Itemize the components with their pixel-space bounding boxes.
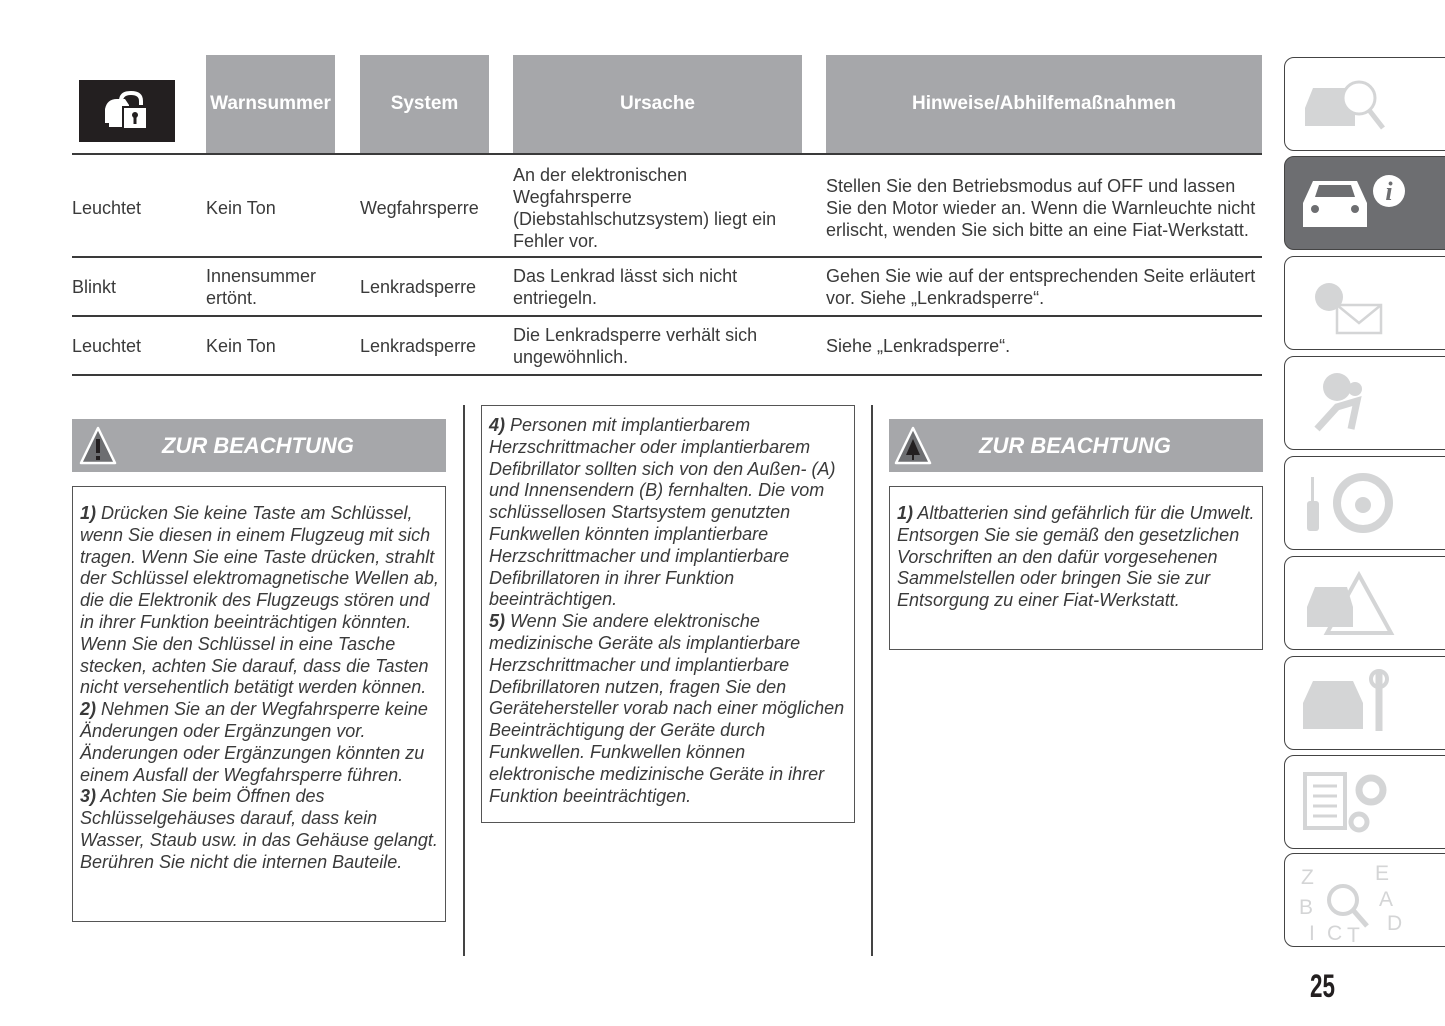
- row1-status: Leuchtet: [72, 198, 142, 218]
- warning-triangle-icon: [78, 425, 118, 467]
- tab-car-knowledge[interactable]: [1284, 57, 1445, 151]
- warning-header-right: [889, 419, 1263, 472]
- car-wrench-icon: [1297, 667, 1397, 737]
- tab-car-info[interactable]: [1284, 156, 1445, 250]
- header-warnsummer: Warnsummer: [206, 55, 335, 153]
- warning-title: ZUR BEACHTUNG: [979, 432, 1171, 458]
- row1-system: Wegfahrsperre: [360, 198, 479, 218]
- table-bottom-rule: [72, 374, 1262, 376]
- note-2: 2) Nehmen Sie an der Wegfahrsperre keine Änderungen oder Ergänzungen vor. Änderungen oder Ergänzungen könnten zu einem Ausfall der Wegfahrsperre führen.: [80, 699, 428, 785]
- row3-ursache: Die Lenkradsperre verhält sich ungewöhnlich.: [513, 324, 758, 367]
- note-3: 3) Achten Sie beim Öffnen des Schlüsselgehäuses darauf, dass kein Wasser, Staub usw. in das Gehäuse gelangt. Berühren Sie nicht die internen Bauteile.: [80, 786, 438, 872]
- page-number: 25: [1310, 968, 1335, 1004]
- warning-notes-left: [72, 486, 446, 922]
- car-magnifier-icon: [1297, 68, 1387, 138]
- tab-starting-driving[interactable]: [1284, 456, 1445, 550]
- airbag-seatbelt-icon: [1297, 367, 1387, 437]
- index-letters: Z E A B C D I T: [1299, 864, 1408, 944]
- note-1: 1) Altbatterien sind gefährlich für die Umwelt. Entsorgen Sie sie gemäß den gesetzlichen Vorschriften an den dafür vorgesehenen Sammelstellen oder bringen Sie sie zur Entsorgung zu einer Fiat-Werkstatt.: [897, 503, 1255, 611]
- row1-warnsummer: Kein Ton: [206, 198, 276, 218]
- note-5: 5) Wenn Sie andere elektronische medizinische Geräte als implantierbare Herzschrittmacher und implantierbare Defibrillatoren nutzen, fragen Sie den Gerätehersteller vorab nach einer möglichen Beeinträchtigung der Geräte durch Funkwellen. Funkwellen können elektronische medizinische Geräte in ihrer Funktion beeinträchtigen.: [489, 611, 845, 806]
- tab-safety[interactable]: [1284, 356, 1445, 450]
- row3-system: Lenkradsperre: [360, 335, 477, 356]
- car-emergency-triangle-icon: [1297, 567, 1397, 637]
- column-divider: [871, 405, 873, 956]
- row2-status: Blinkt: [72, 276, 117, 297]
- header-ursache: Ursache: [513, 55, 802, 153]
- row2-warnsummer: Innensummer ertönt.: [206, 265, 317, 308]
- tab-index[interactable]: [1284, 853, 1445, 947]
- warning-title: ZUR BEACHTUNG: [162, 432, 354, 458]
- tab-warning-lights[interactable]: [1284, 256, 1445, 350]
- warning-notes-right: [889, 486, 1263, 650]
- row3-hinweise: Siehe „Lenkradsperre“.: [826, 335, 1011, 356]
- row3-status: Leuchtet: [72, 335, 142, 356]
- warning-notes-middle: [481, 405, 855, 823]
- row1-hinweise: Stellen Sie den Betriebsmodus auf OFF und lassen Sie den Motor wieder an. Wenn die Warnleuchte nicht erlischt, wenden Sie sich bitte an eine Fiat-Werkstatt.: [826, 176, 1256, 240]
- row2-ursache: Das Lenkrad lässt sich nicht entriegeln.: [513, 265, 738, 308]
- row2-system: Lenkradsperre: [360, 276, 477, 297]
- column-divider: [463, 405, 465, 956]
- warning-light-message-icon: [1297, 267, 1387, 337]
- row1-ursache: An der elektronischen Wegfahrsperre (Diebstahlschutzsystem) liegt ein Fehler vor.: [513, 165, 777, 251]
- note-1: 1) Drücken Sie keine Taste am Schlüssel, wenn Sie diesen in einem Flugzeug mit sich tragen. Wenn Sie eine Taste drücken, strahlt der Schlüssel elektromagnetische Wellen ab, die die Elektronik des Flugzeugs stören und in ihrer Funktion beeinträchtigen könnten. Wenn Sie den Schlüssel in eine Tasche stecken, achten Sie darauf, dass die Tasten nicht versehentlich betätigt werden können.: [80, 503, 439, 698]
- tab-emergency[interactable]: [1284, 556, 1445, 650]
- key-steering-wheel-icon: [1297, 467, 1397, 537]
- tab-technical-data[interactable]: [1284, 755, 1445, 849]
- car-info-icon: [1297, 167, 1407, 237]
- immobilizer-lock-icon: [79, 80, 175, 142]
- svg-text:i: i: [1385, 177, 1393, 206]
- header-hinweise: Hinweise/Abhilfemaßnahmen: [826, 55, 1262, 153]
- header-system: System: [360, 55, 489, 153]
- alphabetical-index-icon: [1297, 864, 1417, 944]
- row2-hinweise: Gehen Sie wie auf der entsprechenden Seite erläutert vor. Siehe „Lenkradsperre“.: [826, 265, 1256, 308]
- table-header-rule: [72, 153, 1262, 155]
- row3-warnsummer: Kein Ton: [206, 335, 276, 356]
- warning-header-left: [72, 419, 446, 472]
- tab-maintenance[interactable]: [1284, 656, 1445, 750]
- specs-gear-icon: [1297, 766, 1397, 836]
- note-4: 4) Personen mit implantierbarem Herzschrittmacher oder implantierbarem Defibrillator sollten sich von den Außen- (A) und Innensendern (B) fernhalten. Die vom schlüssellosen Startsystem genutzten Funkwellen könnten implantierbare Herzschrittmacher und implantierbare Defibrillatoren in ihrer Funktion beeinträchtigen.: [489, 415, 836, 610]
- environment-tree-icon: [893, 425, 933, 467]
